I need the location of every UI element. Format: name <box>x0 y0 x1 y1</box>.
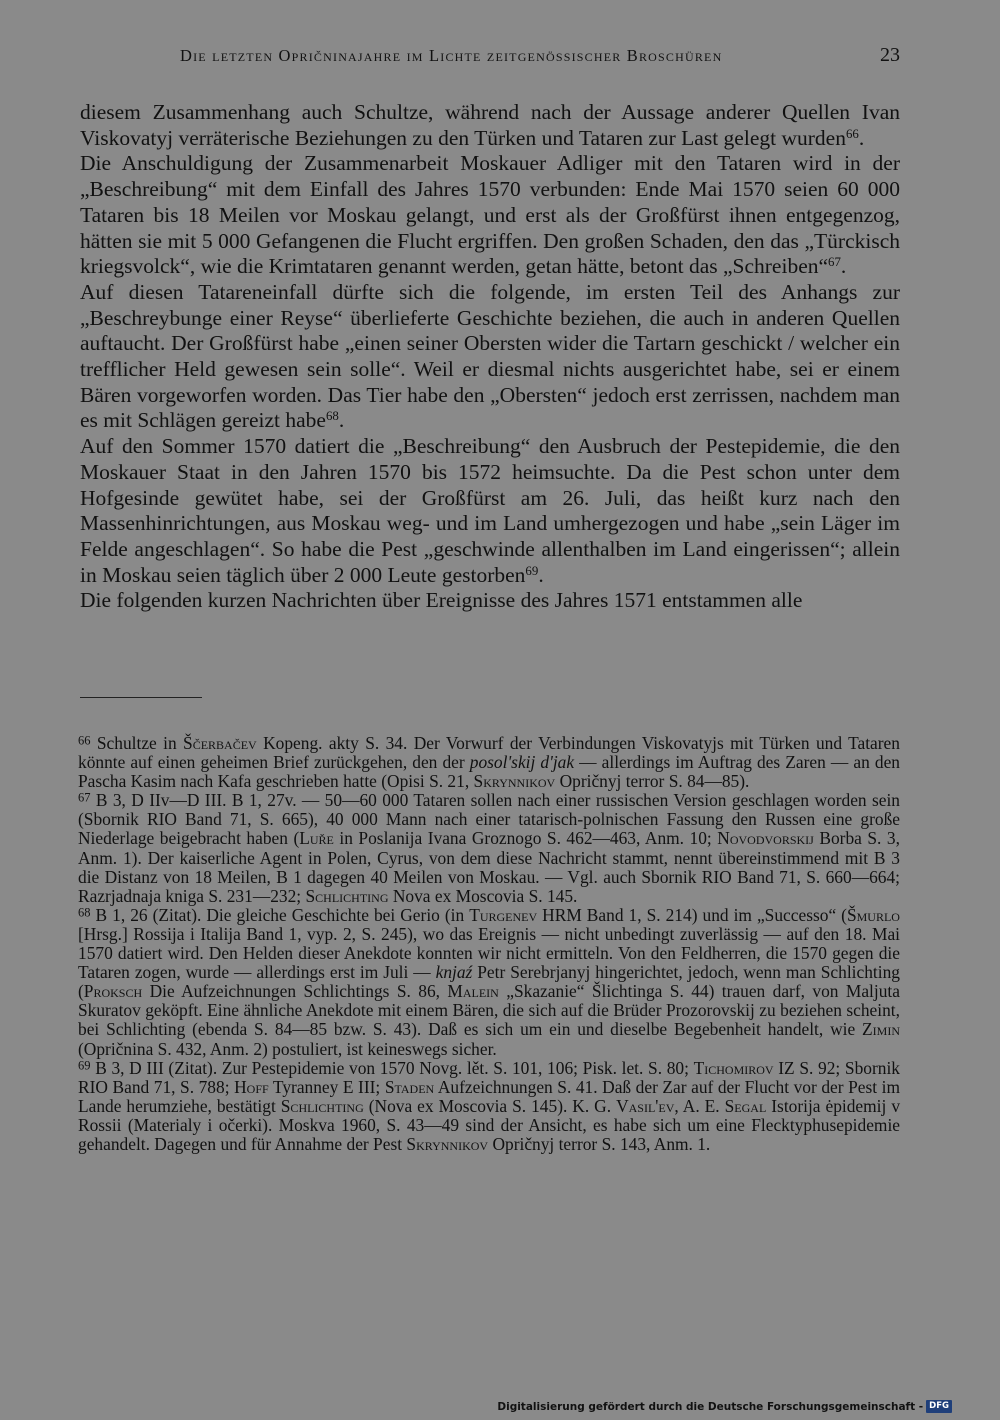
footnote-mark: 66 <box>78 733 91 748</box>
paragraph: Die folgenden kurzen Nachrichten über Ereignisse des Jahres 1571 entstammen alle <box>80 588 803 613</box>
footnote-mark: 68 <box>78 905 91 920</box>
page-number: 23 <box>880 44 900 66</box>
paragraph: diesem Zusammenhang auch Schultze, während nach der Aussage anderer Quellen Ivan Viskovatyj verräterische Beziehungen zu den Türken und Tataren zur Last gelegt wurden$^{66}$. <box>80 100 900 150</box>
footnote-ref: 68 <box>325 409 339 424</box>
footnote-separator <box>80 697 202 698</box>
running-title: Die letzten Opričninajahre im Lichte zeitgenössischer Broschüren <box>180 46 723 65</box>
digitization-credit <box>497 1400 952 1413</box>
footnote-68: $^{68}$ B 1, 26 (Zitat). Die gleiche Geschichte bei Gerio (in Turgenev HRM Band 1, S. 214) und im „Successo“ (Šmurlo [Hrsg.] Rossija i Italija Band 1, vyp. 2, S. 245), wo das Ereignis — nicht unbedingt zuverlässig — auf den 18. Mai 1570 datiert wird. Den Helden dieser Anekdote konnten wir nicht ermitteln. Von den Feldherren, die 1570 gegen die Tataren zogen, wurde — allerdings erst im Juli — knjaź Petr Serebrjanyj hingerichtet, jedoch, wenn man Schlichting (Proksch Die Aufzeichnungen Schlichtings S. 86, Malein „Skazanie“ Šlichtinga S. 44) trauen darf, von Maljuta Skuratov geköpft. Eine ähnliche Anekdote mit einem Bären, die sich auf die Brüder Prozorovskij zu beziehen scheint, bei Schlichting (ebenda S. 84—85 bzw. S. 43). Daß es sich um ein und dieselbe Begebenheit handelt, wie Zimin (Opričnina S. 432, Anm. 2) postuliert, ist keineswegs sicher. <box>78 904 900 1059</box>
footnote-ref: 69 <box>525 563 539 578</box>
page-header <box>80 44 900 74</box>
dfg-logo: DFG <box>926 1400 952 1413</box>
footnote-66: $^{66}$ Schultze in Ščerbačev Kopeng. akty S. 34. Der Vorwurf der Verbindungen Viskovatyjs mit Türken und Tataren könnte auf einen geheimen Brief zurückgehen, den der posol'skij d'jak — allerdings im Auftrag des Zaren — an den Pascha Kasim nach Kafa geschrieben hatte (Opisi S. 21, Skrynnikov Opričnyj terror S. 84—85). <box>78 733 900 792</box>
footnote-mark: 69 <box>78 1058 91 1073</box>
paragraph: Auf diesen Tatareneinfall dürfte sich die folgende, im ersten Teil des Anhangs zur „Beschreybunge einer Reyse“ überlieferte Geschichte beziehen, die auch in anderen Quellen auftaucht. Der Großfürst habe „einen seiner Obersten wider die Tartarn geschickt / welcher ein trefflicher Held gewesen sein solle“. Weil er diesmal nichts ausgerichtet habe, sei er einem Bären vorgeworfen worden. Das Tier habe den „Obersten“ jedoch erst zerrissen, nachdem man es mit Schlägen gereizt habe$^{68}$. <box>80 279 900 433</box>
footnotes <box>78 734 900 1154</box>
main-text <box>80 100 900 614</box>
footnote-ref: 67 <box>828 255 841 270</box>
footnote-mark: 67 <box>78 790 91 805</box>
footnote-69: $^{69}$ B 3, D III (Zitat). Zur Pestepidemie von 1570 Novg. lět. S. 101, 106; Pisk. let. S. 80; Tichomirov IZ S. 92; Sbornik RIO Band 71, S. 788; Hoff Tyranney E III; Staden Aufzeichnungen S. 41. Daß der Zar auf der Flucht vor der Pest im Lande herumziehe, bestätigt Schlichting (Nova ex Moscovia S. 145). K. G. Vasil'ev, A. E. Segal Istorija ėpidemij v Rossii (Materialy i očerki). Moskva 1960, S. 43—49 sind der Ansicht, es habe sich um eine Flecktyphusepidemie gehandelt. Dagegen und für Annahme der Pest Skrynnikov Opričnyj terror S. 143, Anm. 1. <box>78 1057 901 1154</box>
paragraph: Auf den Sommer 1570 datiert die „Beschreibung“ den Ausbruch der Pestepidemie, die den Moskauer Staat in den Jahren 1570 bis 1572 heimsuchte. Da die Pest schon unter dem Hofgesinde gewütet habe, sei der Großfürst am 26. Juli, das heißt kurz nach den Massenhinrichtungen, aus Moskau weg- und im Land umhergezogen und habe „sein Läger im Felde angeschlagen“. So habe die Pest „geschwinde allenthalben im Land eingerissen“; allein in Moskau seien täglich über 2 000 Leute gestorben$^{69}$. <box>80 434 900 587</box>
footnote-67: $^{67}$ B 3, D IIv—D III. B 1, 27v. — 50—60 000 Tataren sollen nach einer russischen Version geschlagen worden sein (Sbornik RIO Band 71, S. 665), 40 000 Mann nach einer tatarisch-polnischen Fassung den Russen eine große Niederlage beigebracht haben (Luře in Poslanija Ivana Groznogo S. 462—463, Anm. 10; Novodvorskij Borba S. 3, Anm. 1). Der kaiserliche Agent in Polen, Cyrus, von dem diese Nachricht stammt, nennt übereinstimmend mit B 3 die Distanz von 18 Meilen, B 1 dagegen 40 Meilen von Moskau. — Vgl. auch Sbornik RIO Band 71, S. 660—664; Razrjadnaja kniga S. 231—232; Schlichting Nova ex Moscovia S. 145. <box>78 790 900 906</box>
footnote-ref: 66 <box>845 126 859 141</box>
paragraph: Die Anschuldigung der Zusammenarbeit Moskauer Adliger mit den Tataren wird in der „Beschreibung“ mit dem Einfall des Jahres 1570 verbunden: Ende Mai 1570 seien 60 000 Tataren bis 18 Meilen vor Moskau gelangt, und erst als der Großfürst ihnen entgegenzog, hätten sie mit 5 000 Gefangenen die Flucht ergriffen. Den großen Schaden, den das „Türckisch kriegsvolck“, wie die Krimtataren genannt werden, getan hätte, betont das „Schreiben“$^{67}$. <box>80 151 900 279</box>
credit-text: Digitalisierung gefördert durch die Deutsche Forschungsgemeinschaft - <box>497 1400 924 1413</box>
